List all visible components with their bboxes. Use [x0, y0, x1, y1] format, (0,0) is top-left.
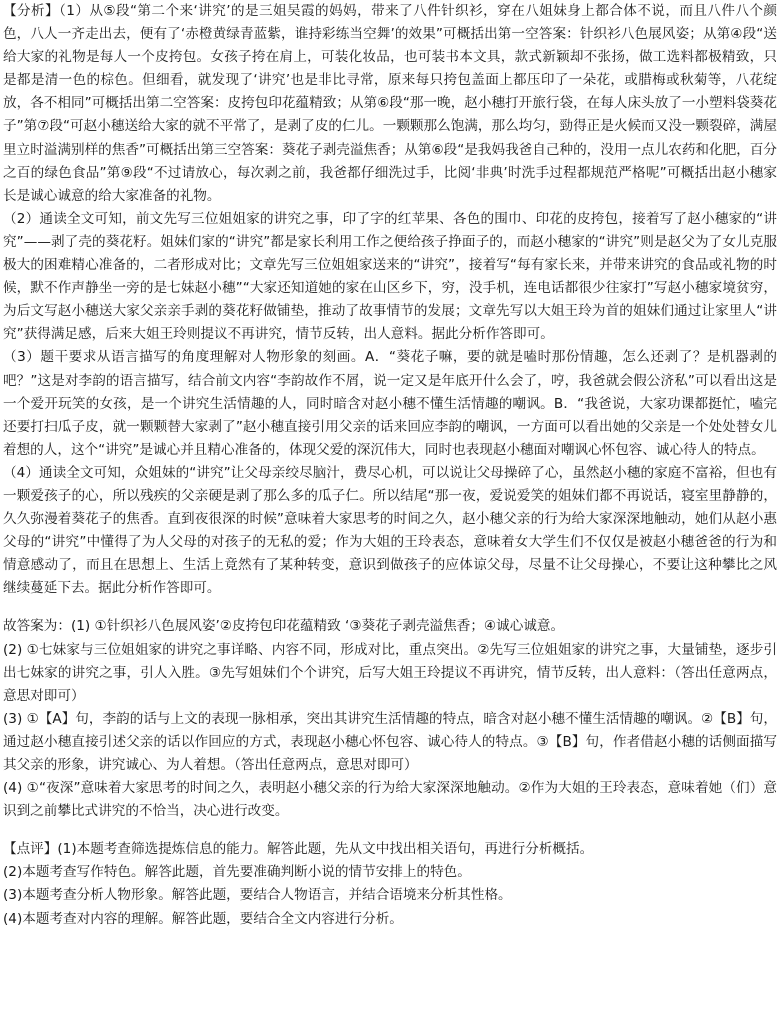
comment-part-1: 【点评】(1)本题考查筛选提炼信息的能力。解答此题，先从文中找出相关语句，再进行分析概括。 [3, 841, 594, 858]
section-gap [3, 600, 777, 615]
comment-part-2: (2)本题考查写作特色。解答此题，首先要准确判断小说的情节安排上的特色。 [3, 864, 471, 881]
analysis-part-2: （2）通读全文可知，前文先写三位姐姐家的讲究之事，印了字的红苹果、各色的围巾、印花的皮挎包，接着写了赵小穗家的“讲究”——剥了壳的葵花籽。姐妹们家的“讲究”都是家长利用工作之便给孩子挣面子的，而赵小穗家的“讲究”则是赵父为了女儿克服极大的困难精心准备的，二者形成对比；文章先写三位姐姐家送来的“讲究”，接着写“每有家长来，并带来讲究的食品或礼物的时候，默不作声静坐一旁的是七妹赵小穗”“大家还知道她的家在山区乡下，穷，没手机，连电话都很少往家打”写赵小穗家境贫穷，为后文写赵小穗送大家父亲亲手剥的葵花籽做铺垫，推动了故事情节的发展；文章先写以大姐王玲为首的姐妹们通过让家里人“讲究”获得满足感，后来大姐王玲则提议不再讲究，情节反转，出人意料。据此分析作答即可。 [3, 210, 777, 343]
analysis-part-3: （3）题干要求从语言描写的角度理解对人物形象的刻画。A．“葵花子嘛，要的就是嗑时那份情趣，怎么还剥了？是机器剥的吧？”这是对李韵的语言描写，结合前文内容“李韵故作不屑，说一定又是年底开什么会了，哼，我爸就会假公济私”可以看出这是一个爱开玩笑的女孩，是一个讲究生活情趣的人，同时暗含对赵小穗不懂生活情趣的嘲讽。B．“我爸说，大家功课都挺忙，嗑完还要打扫瓜子皮，就一颗颗替大家剥了”赵小穗直接引用父亲的话来回应李韵的嘲讽，一方面可以看出她的父亲是一个处处替女儿着想的人，这个“讲究”是诚心并且精心准备的，体现父爱的深沉伟大，同时也表现赵小穗面对嘲讽心怀包容、诚心待人的特点。 [3, 349, 777, 458]
answer-part-3: (3) ①【A】句，李韵的话与上文的表现一脉相承，突出其讲究生活情趣的特点，暗含对赵小穗不懂生活情趣的嘲讽。②【B】句，通过赵小穗直接引述父亲的话以作回应的方式，表现赵小穗心怀包容、诚心待人的特点。③【B】句，作者借赵小穗的话侧面描写其父亲的形象，讲究诚心、为人着想。（答出任意两点，意思对即可） [3, 710, 777, 773]
analysis-part-4: （4）通读全文可知，众姐妹的“讲究”让父母亲绞尽脑汁，费尽心机，可以说让父母操碎了心，虽然赵小穗的家庭不富裕，但也有一颗爱孩子的心，所以残疾的父亲硬是剥了那么多的瓜子仁。所以结尾“那一夜，爱说爱笑的姐妹们都不再说话，寝室里静静的，久久弥漫着葵花子的焦香。直到夜很深的时候”意味着大家思考的时间之久，赵小穗父亲的行为给大家深深地触动，她们从赵小惠父母的“讲究”中懂得了为人父母的对孩子的无私的爱；作为大姐的王玲表态，意味着女大学生们不仅仅是被赵小穗爸爸的行为和情意感动了，而且在思想上、生活上竟然有了某种转变，意识到做孩子的应体谅父母，尽量不让父母操心，不要让这种攀比之风继续蔓延下去。据此分析作答即可。 [3, 464, 777, 597]
comments-section [3, 838, 777, 930]
comment-part-3: (3)本题考查分析人物形象。解答此题，要结合人物语言，并结合语境来分析其性格。 [3, 887, 512, 904]
answer-part-4: (4) ①“夜深”意味着大家思考的时间之久，表明赵小穗父亲的行为给大家深深地触动。②作为大姐的王玲表态，意味着她（们）意识到之前攀比式讲究的不恰当，决心进行改变。 [3, 780, 777, 820]
comment-part-4: (4)本题考查对内容的理解。解答此题，要结合全文内容进行分析。 [3, 910, 403, 927]
answers-section [3, 615, 777, 823]
answer-part-1: 故答案为：(1) ①针织衫八色展风姿’②皮挎包印花蕴精致 ‘③葵花子剥壳溢焦香；④诚心诚意。 [3, 618, 565, 635]
analysis-part-1: 【分析】（1）从⑤段“第二个来‘讲究’的是三姐吴霞的妈妈，带来了八件针织衫，穿在八姐妹身上都合体不说，而且八件八个颜色，八人一齐走出去，便有了‘赤橙黄绿青蓝紫，谁持彩练当空舞’的效果”可概括出第一空答案：针织衫八色展风姿；从第④段“送给大家的礼物是每人一个皮挎包。女孩子挎在肩上，可装化妆品，也可装书本文具，款式新颖却不张扬，做工选料都极精致，只是都是清一色的棕色。但细看，就发现了‘讲究’也是非比寻常，原来每只挎包盖面上都压印了一朵花，或腊梅或秋菊等，八花绽放，各不相同”可概括出第二空答案：皮挎包印花蕴精致；从第⑥段“那一晚，赵小穗打开旅行袋，在每人床头放了一小塑料袋葵花子”第⑦段“可赵小穗送给大家的就不平常了，是剥了皮的仁儿。一颗颗那么饱满，那么均匀，勁得正是火候而又没一颗裂碎，满屋里立时溢满别样的焦香”可概括出第三空答案：葵花子剥壳溢焦香；从第⑥段“是我妈我爸自己种的，没用一点儿农药和化肥，百分之百的绿色食品”第⑨段“不过请放心，每次剥之前，我爸都仔细洗过手，比阅‘非典’时洗手过程都规范严格呢”可概括出赵小穗家长是诚心诚意的给大家准备的礼物。 [3, 3, 777, 204]
analysis-section [3, 0, 777, 600]
section-gap [3, 823, 777, 838]
answer-part-2: (2) ①七妹家与三位姐姐家的讲究之事详略、内容不同，形成对比，重点突出。②先写三位姐姐家的讲究之事，大量铺垫，逐步引出七妹家的讲究之事，引人入胜。③先写姐妹们个个讲究，后写大姐王玲提议不再讲究，情节反转，出人意料：（答出任意两点，意思对即可） [3, 641, 777, 704]
